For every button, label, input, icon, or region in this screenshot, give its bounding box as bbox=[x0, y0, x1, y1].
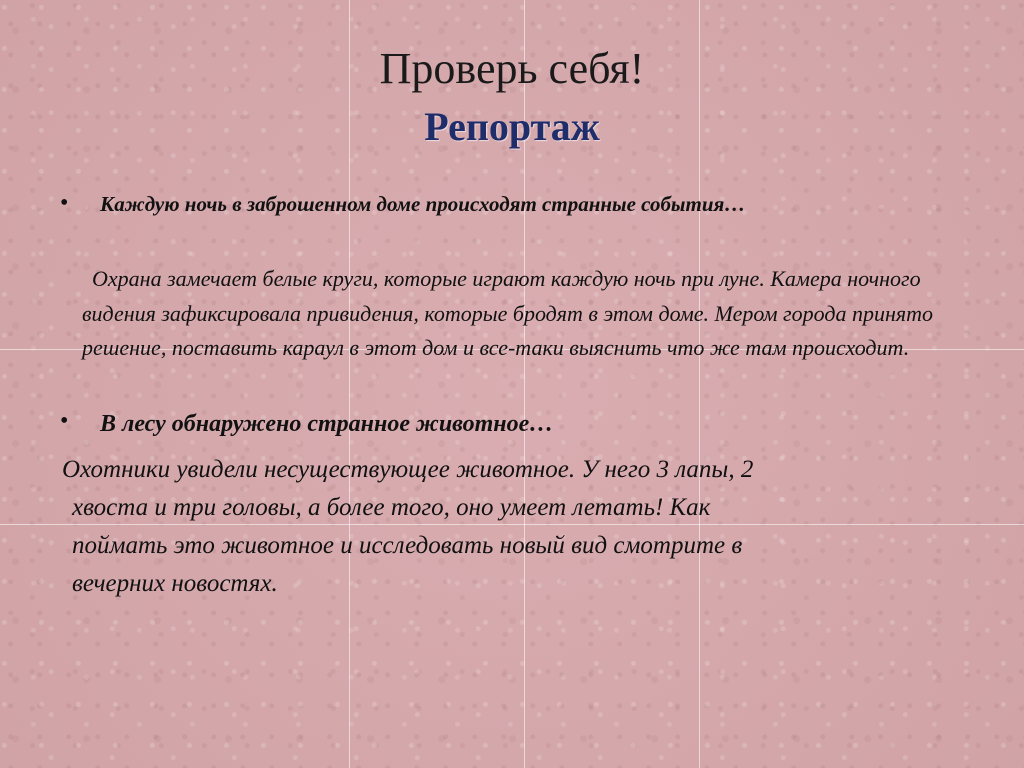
bullet-point: • bbox=[60, 408, 69, 434]
item-body: Охрана замечает белые круги, которые играют каждую ночь при луне. Камера ночного видения зафиксировала привидения, которые бродят в этом доме. Мером города принято решение, поставить караул в этот дом и все-таки выяснить что же там происходит. bbox=[82, 266, 933, 360]
item-body-line: поймать это животное и исследовать новый вид смотрите в bbox=[72, 532, 743, 559]
item-heading: В лесу обнаружено странное животное… bbox=[100, 411, 554, 437]
item-body-line: хвоста и три головы, а более того, оно умеет летать! Как bbox=[72, 494, 711, 521]
slide-title: Проверь себя! bbox=[379, 44, 645, 93]
slide-subtitle: Репортаж bbox=[424, 104, 600, 149]
item-body-line: вечерних новостях. bbox=[72, 570, 278, 597]
bullet-point: • bbox=[60, 190, 69, 216]
item-heading: Каждую ночь в заброшенном доме происходят странные события… bbox=[100, 192, 746, 216]
item-body bbox=[62, 451, 952, 603]
item-body-line: Охотники увидели несуществующее животное. У него 3 лапы, 2 bbox=[62, 456, 754, 483]
